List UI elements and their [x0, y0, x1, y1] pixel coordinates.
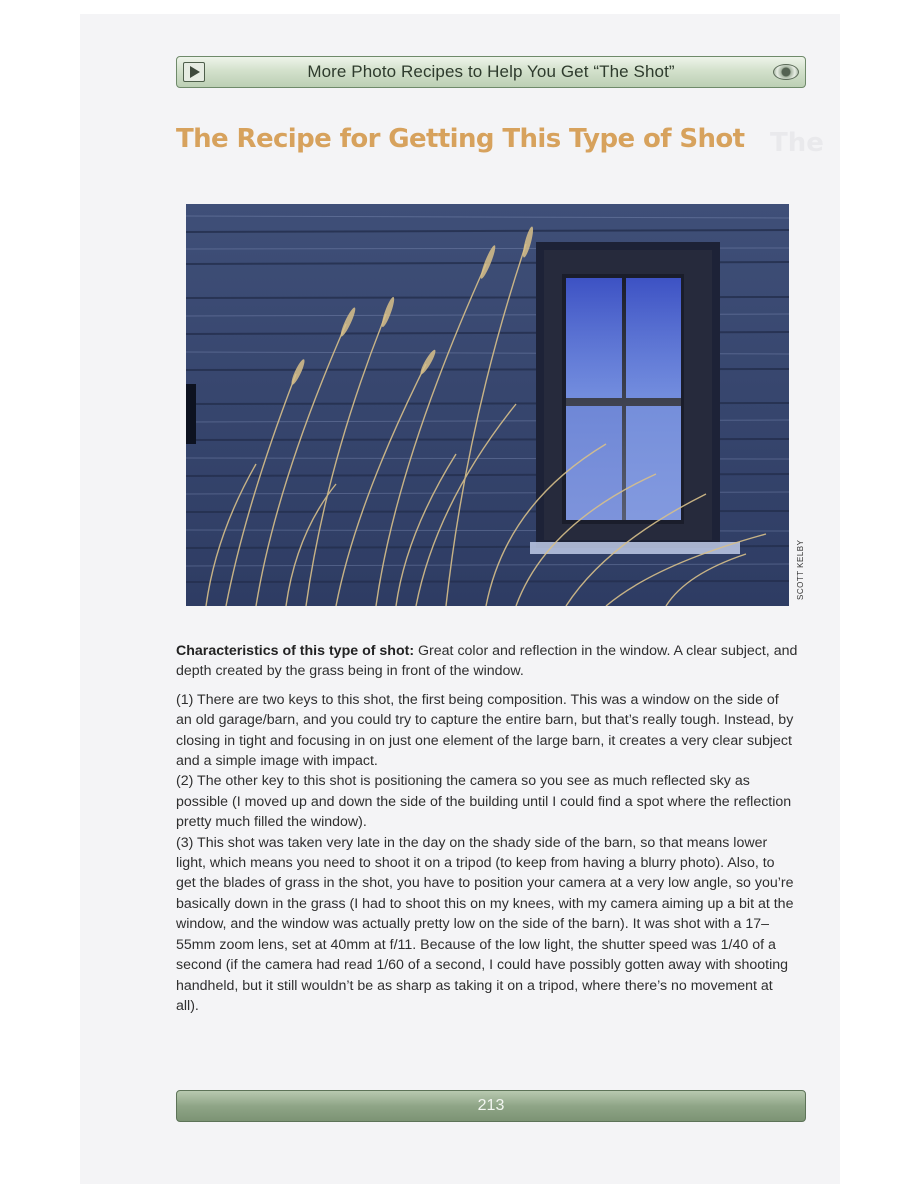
eye-icon [773, 64, 799, 80]
step-paragraph-3: (3) This shot was taken very late in the day on the shady side of the barn, so that means lower light, which means you need to shoot it on a tripod (to keep from having a blurry photo). Also, to get the blades of grass in the shot, you have to position your camera at a very low angle, so you’re basically down in the grass (I had to shoot this on my knees, with my camera aiming up a bit at the window, and the window was actually pretty low on the side of the barn). It was shot with a 17–55mm zoom lens, set at 40mm at f/11. Because of the low light, the shutter speed was 1/40 of a second (if the camera had read 1/60 of a second, I could have possibly gotten away with shooting handheld, but it still wouldn’t be as sharp as taking it on a tripod, where there’s no movement at all). [176, 834, 794, 1014]
step-paragraph-2: (2) The other key to this shot is positioning the camera so you see as much reflected sky as possible (I moved up and down the side of the building until I could find a spot where the reflection pretty much filled the window). [176, 773, 792, 831]
barn-window-photo [186, 204, 789, 606]
play-icon [183, 62, 205, 82]
body-text [176, 641, 798, 1016]
page-title: The Recipe for Getting This Type of Shot [176, 124, 745, 154]
characteristics-label: Characteristics of this type of shot: [176, 643, 415, 659]
step-paragraph-1: (1) There are two keys to this shot, the first being composition. This was a window on the side of an old garage/barn, and you could try to capture the entire barn, but that’s really tough. Instead, by closing in tight and focusing in on just one element of the large barn, it creates a very clear subject and a simple image with impact. [176, 691, 794, 770]
page-footer-bar [176, 1090, 806, 1122]
characteristics-paragraph [176, 641, 798, 682]
photo-credit: SCOTT KELBY [796, 539, 805, 600]
running-header-bar [176, 56, 806, 88]
page-number: 213 [477, 1097, 505, 1114]
running-header-title: More Photo Recipes to Help You Get “The Shot” [307, 62, 675, 81]
characteristics-text: Great color and reflection in the window. A clear subject, and depth created by the grass being in front of the window. [176, 643, 798, 680]
bleed-through-decoration: The [770, 128, 824, 158]
